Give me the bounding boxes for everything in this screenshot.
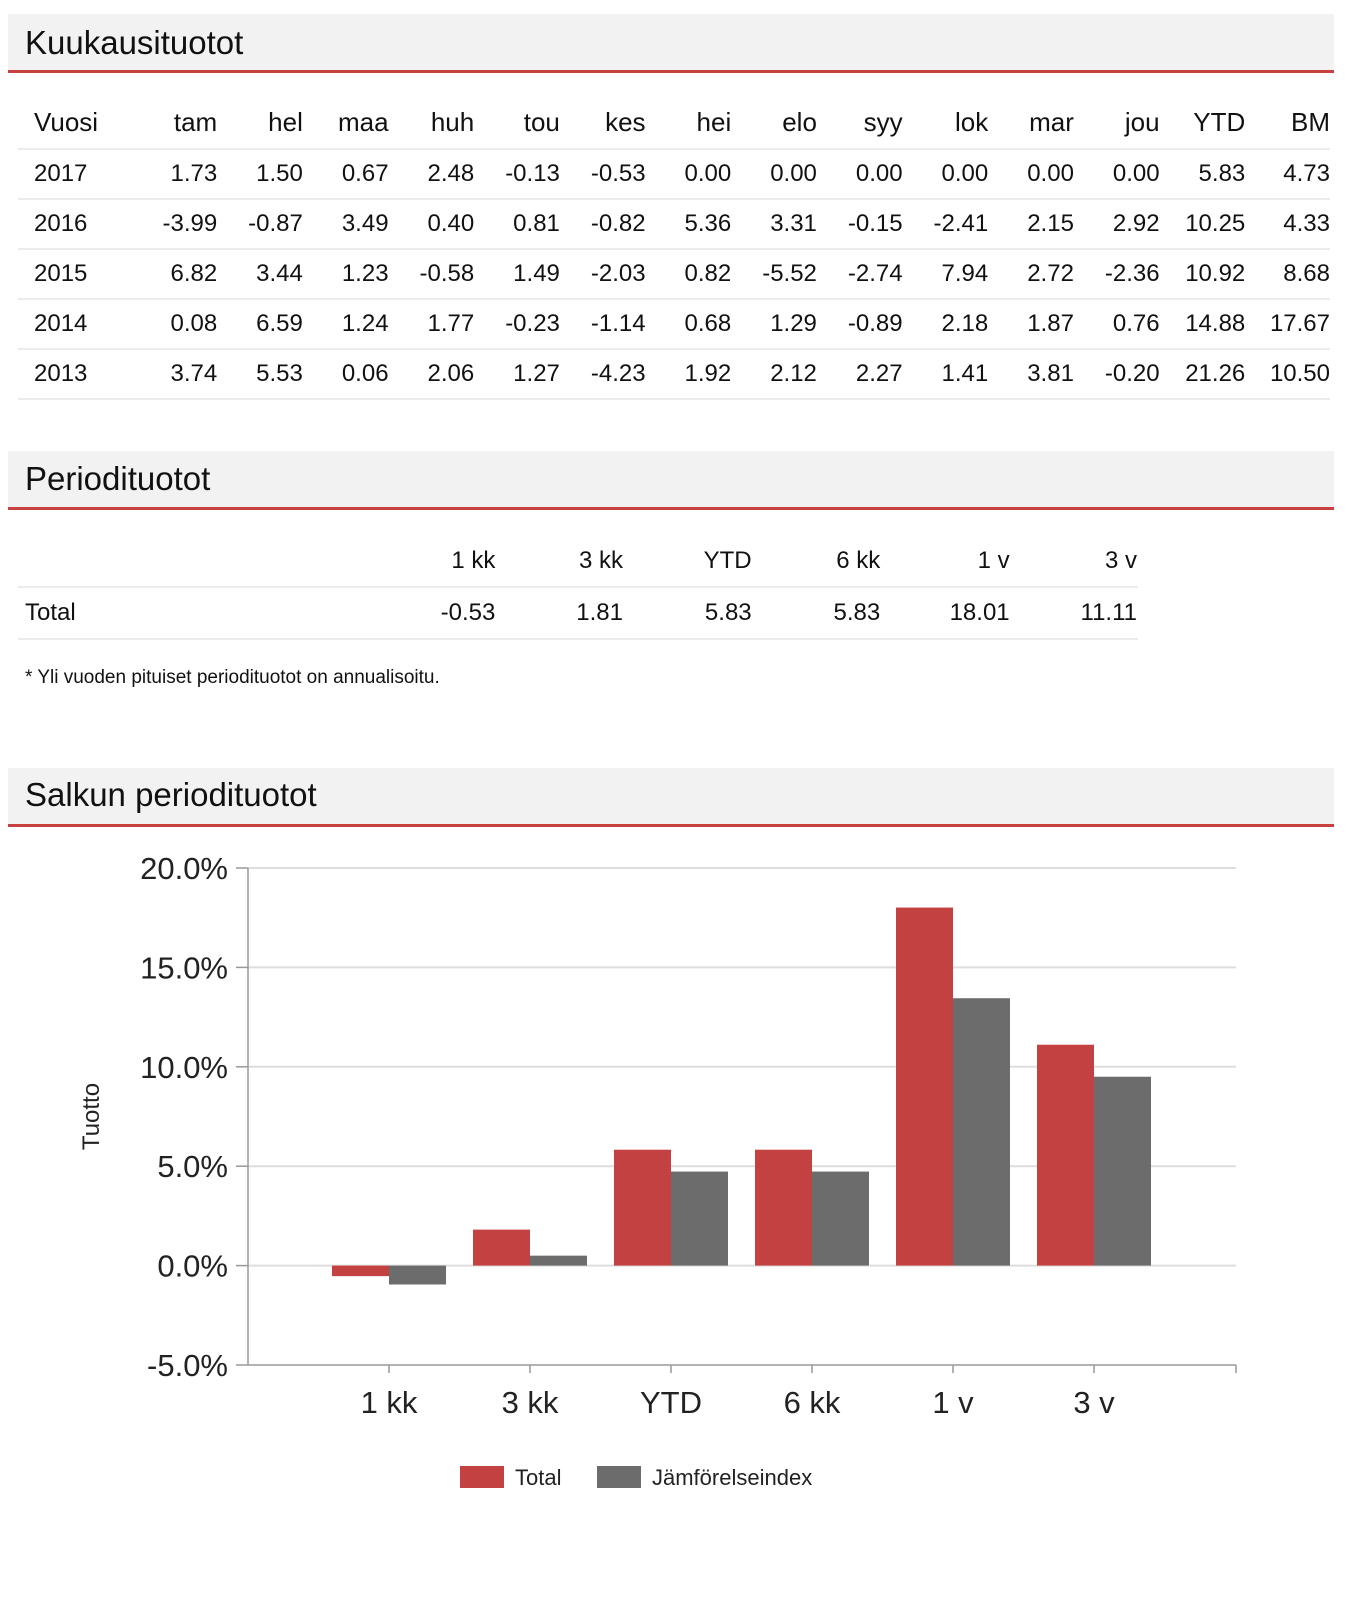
column-header: BM: [1245, 96, 1330, 149]
table-cell: 4.73: [1245, 149, 1330, 199]
table-cell: 0.00: [646, 149, 732, 199]
period-returns-title: Periodituotot: [25, 460, 211, 497]
table-cell: 10.25: [1160, 199, 1246, 249]
table-cell: -5.52: [731, 249, 817, 299]
table-cell: 1.49: [474, 249, 560, 299]
table-cell: 10.50: [1245, 349, 1330, 399]
table-cell: 5.53: [217, 349, 303, 399]
table-cell: 18.01: [881, 587, 1010, 639]
table-cell: 4.33: [1245, 199, 1330, 249]
table-cell: 5.36: [646, 199, 732, 249]
table-row: [18, 149, 1330, 199]
y-tick-label: 10.0%: [140, 1049, 228, 1085]
column-header: 1 kk: [366, 536, 496, 587]
legend-swatch: [597, 1466, 641, 1488]
x-tick-label: 1 v: [932, 1385, 974, 1420]
table-cell: 0.81: [474, 199, 560, 249]
column-header: tou: [474, 96, 560, 149]
table-header-row: [18, 536, 1138, 587]
table-cell: 2014: [18, 299, 129, 349]
table-cell: 2.06: [389, 349, 475, 399]
column-header: syy: [817, 96, 903, 149]
legend: [460, 1465, 812, 1490]
column-header: jou: [1074, 96, 1160, 149]
y-tick-label: -5.0%: [147, 1348, 228, 1383]
table-cell: 11.11: [1011, 587, 1138, 639]
bar-benchmark: [812, 1172, 869, 1266]
column-header: YTD: [1160, 96, 1246, 149]
table-cell: 3.74: [129, 349, 217, 399]
table-cell: -0.58: [389, 249, 475, 299]
column-header: [18, 536, 366, 587]
table-cell: 1.41: [903, 349, 989, 399]
table-cell: -0.82: [560, 199, 646, 249]
bar-total: [473, 1230, 530, 1266]
table-cell: 21.26: [1160, 349, 1246, 399]
legend-label: Total: [515, 1465, 562, 1490]
table-cell: 6.82: [129, 249, 217, 299]
table-cell: 0.67: [303, 149, 389, 199]
table-cell: 2.92: [1074, 199, 1160, 249]
legend-swatch: [460, 1466, 504, 1488]
table-cell: 1.92: [646, 349, 732, 399]
table-cell: 10.92: [1160, 249, 1246, 299]
table-row: [18, 349, 1330, 399]
table-cell: -2.03: [560, 249, 646, 299]
table-cell: -2.74: [817, 249, 903, 299]
table-row: [18, 299, 1330, 349]
column-header: maa: [303, 96, 389, 149]
column-header: lok: [903, 96, 989, 149]
table-cell: -2.36: [1074, 249, 1160, 299]
bars: [332, 908, 1151, 1285]
legend-label: Jämförelseindex: [652, 1465, 813, 1490]
table-cell: 0.82: [646, 249, 732, 299]
column-header: mar: [988, 96, 1074, 149]
y-tick-label: 5.0%: [157, 1149, 228, 1185]
table-cell: -4.23: [560, 349, 646, 399]
table-header-row: [18, 96, 1330, 149]
column-header: hei: [646, 96, 732, 149]
table-cell: -0.87: [217, 199, 303, 249]
y-tick-label: 15.0%: [140, 950, 228, 986]
table-row: [18, 199, 1330, 249]
table-cell: 2.12: [731, 349, 817, 399]
table-cell: 5.83: [624, 587, 753, 639]
table-cell: 0.00: [988, 149, 1074, 199]
table-cell: 1.23: [303, 249, 389, 299]
bar-total: [332, 1266, 389, 1277]
column-header: tam: [129, 96, 217, 149]
table-cell: 14.88: [1160, 299, 1246, 349]
table-cell: -0.53: [560, 149, 646, 199]
table-cell: 8.68: [1245, 249, 1330, 299]
table-cell: 0.00: [817, 149, 903, 199]
table-cell: 2.72: [988, 249, 1074, 299]
table-cell: -2.41: [903, 199, 989, 249]
table-cell: 0.08: [129, 299, 217, 349]
column-header: huh: [389, 96, 475, 149]
table-cell: 5.83: [753, 587, 882, 639]
period-returns-header: [8, 451, 1334, 510]
table-cell: -0.89: [817, 299, 903, 349]
x-tick-label: 1 kk: [360, 1385, 418, 1420]
bar-total: [896, 908, 953, 1266]
table-cell: -0.13: [474, 149, 560, 199]
column-header: 3 kk: [496, 536, 624, 587]
table-cell: 2017: [18, 149, 129, 199]
table-cell: 2015: [18, 249, 129, 299]
monthly-returns-title: Kuukausituotot: [25, 24, 244, 61]
column-header: elo: [731, 96, 817, 149]
table-cell: 6.59: [217, 299, 303, 349]
bar-total: [1037, 1045, 1094, 1266]
bar-total: [755, 1150, 812, 1266]
portfolio-period-returns-header: [8, 768, 1334, 827]
table-cell: Total: [18, 587, 366, 639]
x-tick-label: 3 v: [1073, 1385, 1115, 1420]
table-cell: 1.77: [389, 299, 475, 349]
bar-benchmark: [1094, 1077, 1151, 1266]
table-cell: 0.00: [903, 149, 989, 199]
column-header: YTD: [624, 536, 753, 587]
table-cell: -0.53: [366, 587, 496, 639]
portfolio-period-returns-title: Salkun periodituotot: [25, 776, 317, 813]
table-cell: 3.31: [731, 199, 817, 249]
table-cell: 1.87: [988, 299, 1074, 349]
table-cell: 2016: [18, 199, 129, 249]
table-row: [18, 587, 1138, 639]
table-cell: 3.49: [303, 199, 389, 249]
x-tick-label: 6 kk: [783, 1385, 841, 1420]
table-cell: 1.27: [474, 349, 560, 399]
table-cell: 7.94: [903, 249, 989, 299]
bar-benchmark: [389, 1266, 446, 1285]
table-cell: -0.20: [1074, 349, 1160, 399]
table-cell: 0.40: [389, 199, 475, 249]
x-tick-label: YTD: [640, 1385, 702, 1420]
table-cell: 0.00: [1074, 149, 1160, 199]
table-cell: 3.81: [988, 349, 1074, 399]
period-returns-chart: [0, 850, 1346, 1530]
table-cell: -0.15: [817, 199, 903, 249]
monthly-returns-table: [18, 96, 1330, 400]
y-tick-label: 20.0%: [140, 851, 228, 886]
table-cell: 1.50: [217, 149, 303, 199]
y-axis-title: Tuotto: [78, 1082, 105, 1151]
bar-benchmark: [530, 1256, 587, 1266]
table-cell: 1.24: [303, 299, 389, 349]
bar-benchmark: [953, 998, 1010, 1265]
table-cell: 0.76: [1074, 299, 1160, 349]
column-header: 1 v: [881, 536, 1010, 587]
column-header: 6 kk: [753, 536, 882, 587]
table-cell: 0.00: [731, 149, 817, 199]
table-cell: 2.15: [988, 199, 1074, 249]
table-cell: 1.81: [496, 587, 624, 639]
x-tick-label: 3 kk: [501, 1385, 559, 1420]
table-cell: 5.83: [1160, 149, 1246, 199]
period-returns-table: [18, 536, 1138, 640]
table-cell: 0.06: [303, 349, 389, 399]
column-header: kes: [560, 96, 646, 149]
table-cell: -1.14: [560, 299, 646, 349]
table-cell: 0.68: [646, 299, 732, 349]
column-header: Vuosi: [18, 96, 129, 149]
table-cell: 17.67: [1245, 299, 1330, 349]
table-cell: 2013: [18, 349, 129, 399]
monthly-returns-header: [8, 14, 1334, 73]
y-tick-label: 0.0%: [157, 1248, 228, 1284]
table-cell: 1.73: [129, 149, 217, 199]
bar-total: [614, 1150, 671, 1266]
table-cell: 2.48: [389, 149, 475, 199]
annualized-footnote: * Yli vuoden pituiset periodituotot on annualisoitu.: [25, 667, 440, 688]
table-cell: -0.23: [474, 299, 560, 349]
bar-benchmark: [671, 1172, 728, 1266]
column-header: 3 v: [1011, 536, 1138, 587]
table-cell: 2.18: [903, 299, 989, 349]
table-cell: -3.99: [129, 199, 217, 249]
table-cell: 2.27: [817, 349, 903, 399]
table-cell: 1.29: [731, 299, 817, 349]
column-header: hel: [217, 96, 303, 149]
table-row: [18, 249, 1330, 299]
table-cell: 3.44: [217, 249, 303, 299]
